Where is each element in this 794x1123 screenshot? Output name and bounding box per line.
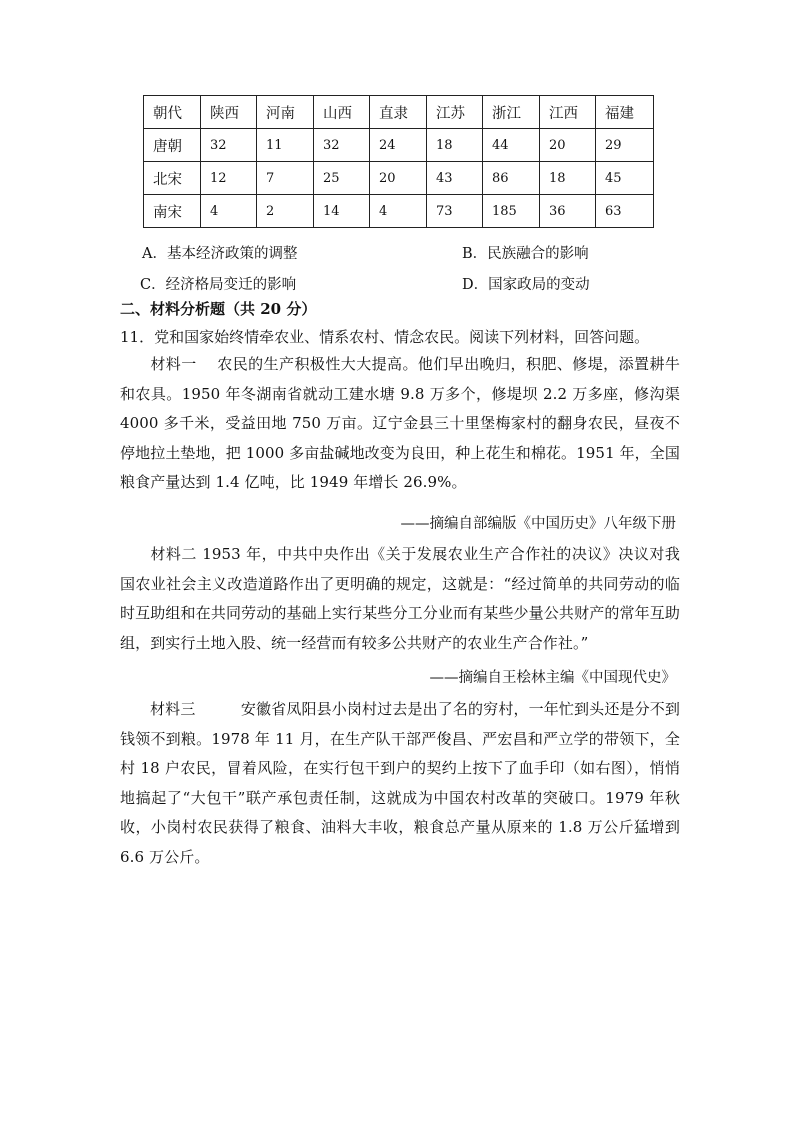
material-2-source: ——摘编自王桧林主编《中国现代史》	[429, 670, 676, 686]
table-header-cell: 河南	[257, 96, 314, 129]
table-cell: 18	[540, 162, 596, 195]
table-cell: 44	[483, 129, 540, 162]
table-header-cell: 直隶	[370, 96, 427, 129]
table-cell: 2	[257, 195, 314, 228]
table-header-row	[144, 96, 654, 129]
table-cell: 18	[427, 129, 483, 162]
table-cell: 20	[370, 162, 427, 195]
material-2-text: 材料二 1953 年，中共中央作出《关于发展农业生产合作社的决议》决议对我国农业社会主义改造道路作出了更明确的规定，这就是：“经过简单的共同劳动的临时互助组和在共同劳动的基础上实行某些分工分业而有某些少量公共财产的常年互助组，到实行土地入股、统一经营而有较多公共财产的农业生产合作社。”	[120, 545, 680, 652]
table-cell: 24	[370, 129, 427, 162]
option-c: C．经济格局变迁的影响	[140, 277, 297, 293]
table-cell: 7	[257, 162, 314, 195]
table-cell: 43	[427, 162, 483, 195]
table-cell: 32	[201, 129, 257, 162]
table-cell: 南宋	[144, 195, 201, 228]
material-1-text: 材料一 农民的生产积极性大大提高。他们早出晚归，积肥、修堤，添置耕牛和农具。1950 年冬湖南省就动工建水塘 9.8 万多个，修堤坝 2.2 万多座，修沟渠 4000 多千米，受益田地 750 万亩。辽宁金县三十里堡梅家村的翻身农民，昼夜不停地拉土垫地，把 1000 多亩盐碱地改变为良田，种上花生和棉花。1951 年，全国粮食产量达到 1.4 亿吨，比 1949 年增长 26.9%。	[120, 355, 680, 491]
table-header-cell: 福建	[596, 96, 654, 129]
table-body	[144, 96, 654, 228]
material-3	[120, 695, 680, 872]
option-b: B．民族融合的影响	[462, 246, 589, 262]
table-cell: 北宋	[144, 162, 201, 195]
material-2	[120, 540, 680, 658]
table-cell: 86	[483, 162, 540, 195]
table-cell: 63	[596, 195, 654, 228]
question-11: 11．党和国家始终情牵农业、情系农村、情念农民。阅读下列材料，回答问题。	[120, 328, 650, 346]
table-cell: 73	[427, 195, 483, 228]
table-cell: 29	[596, 129, 654, 162]
table-cell: 185	[483, 195, 540, 228]
table-header-cell: 朝代	[144, 96, 201, 129]
material-1-source: ——摘编自部编版《中国历史》八年级下册	[400, 516, 676, 532]
table-header-cell: 陕西	[201, 96, 257, 129]
table-cell: 14	[314, 195, 370, 228]
table-cell: 36	[540, 195, 596, 228]
table-cell: 4	[201, 195, 257, 228]
table-row	[144, 162, 654, 195]
option-a: A．基本经济政策的调整	[142, 246, 298, 262]
table-cell: 20	[540, 129, 596, 162]
table-cell: 12	[201, 162, 257, 195]
table-cell: 4	[370, 195, 427, 228]
table-row	[144, 195, 654, 228]
table-cell: 唐朝	[144, 129, 201, 162]
table-cell: 32	[314, 129, 370, 162]
section-title: 二、材料分析题（共 20 分）	[120, 300, 317, 318]
table-cell: 25	[314, 162, 370, 195]
table-header-cell: 江西	[540, 96, 596, 129]
table-cell: 11	[257, 129, 314, 162]
material-1	[120, 350, 680, 498]
table-header-cell: 江苏	[427, 96, 483, 129]
table-header-cell: 浙江	[483, 96, 540, 129]
table-cell: 45	[596, 162, 654, 195]
table-header-cell: 山西	[314, 96, 370, 129]
table-row	[144, 129, 654, 162]
province-data-table	[143, 95, 654, 228]
material-3-text: 材料三 安徽省凤阳县小岗村过去是出了名的穷村，一年忙到头还是分不到钱领不到粮。1978 年 11 月，在生产队干部严俊昌、严宏昌和严立学的带领下，全村 18 户农民，冒着风险，在实行包干到户的契约上按下了血手印（如右图），悄悄地搞起了“大包干”联产承包责任制，这就成为中国农村改革的突破口。1979 年秋收，小岗村农民获得了粮食、油料大丰收，粮食总产量从原来的 1.8 万公斤猛增到 6.6 万公斤。	[120, 700, 680, 866]
option-d: D．国家政局的变动	[462, 277, 590, 293]
